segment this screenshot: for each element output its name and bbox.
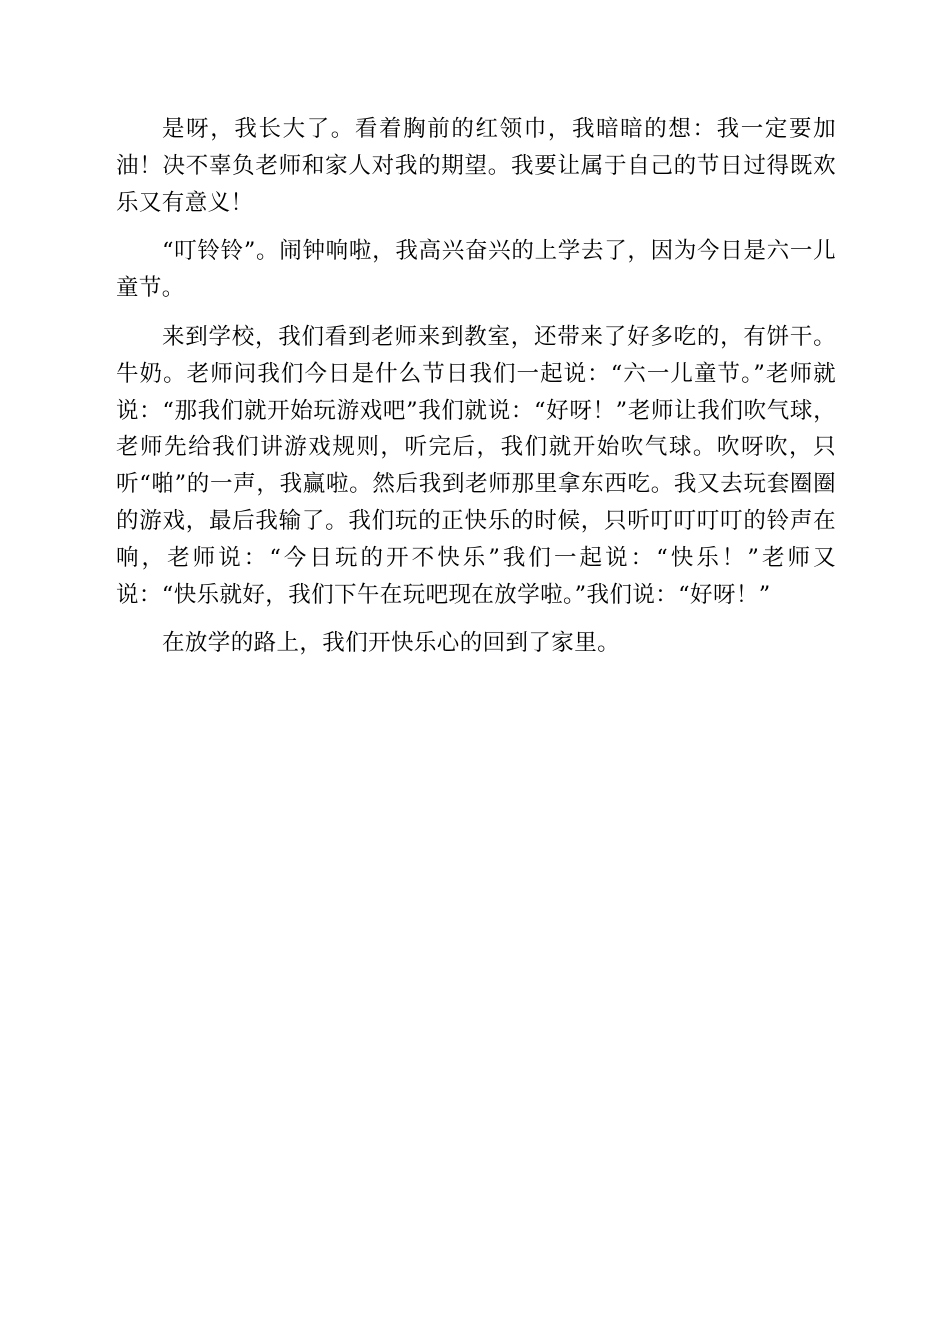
paragraph-1: 是呀，我长大了。看着胸前的红领巾，我暗暗的想：我一定要加油！决不辜负老师和家人对我的期望。我要让属于自己的节日过得既欢乐又有意义！ — [116, 116, 836, 216]
paragraph-2: “叮铃铃”。闹钟响啦，我高兴奋兴的上学去了，因为今日是六一儿童节。 — [116, 238, 836, 302]
document-body — [116, 111, 836, 674]
paragraph-4: 在放学的路上，我们开快乐心的回到了家里。 — [162, 630, 621, 657]
paragraph-3: 来到学校，我们看到老师来到教室，还带来了好多吃的，有饼干。牛奶。老师问我们今日是什么节日我们一起说：“六一儿童节。”老师就说：“那我们就开始玩游戏吧”我们就说：“好呀！”老师让我们吹气球，老师先给我们讲游戏规则，听完后，我们就开始吹气球。吹呀吹，只听“啪”的一声，我赢啦。然后我到老师那里拿东西吃。我又去玩套圈圈的游戏，最后我输了。我们玩的正快乐的时候，只听叮叮叮叮的铃声在响，老师说：“今日玩的开不快乐”我们一起说：“快乐！”老师又说：“快乐就好，我们下午在玩吧现在放学啦。”我们说：“好呀！” — [116, 323, 836, 608]
